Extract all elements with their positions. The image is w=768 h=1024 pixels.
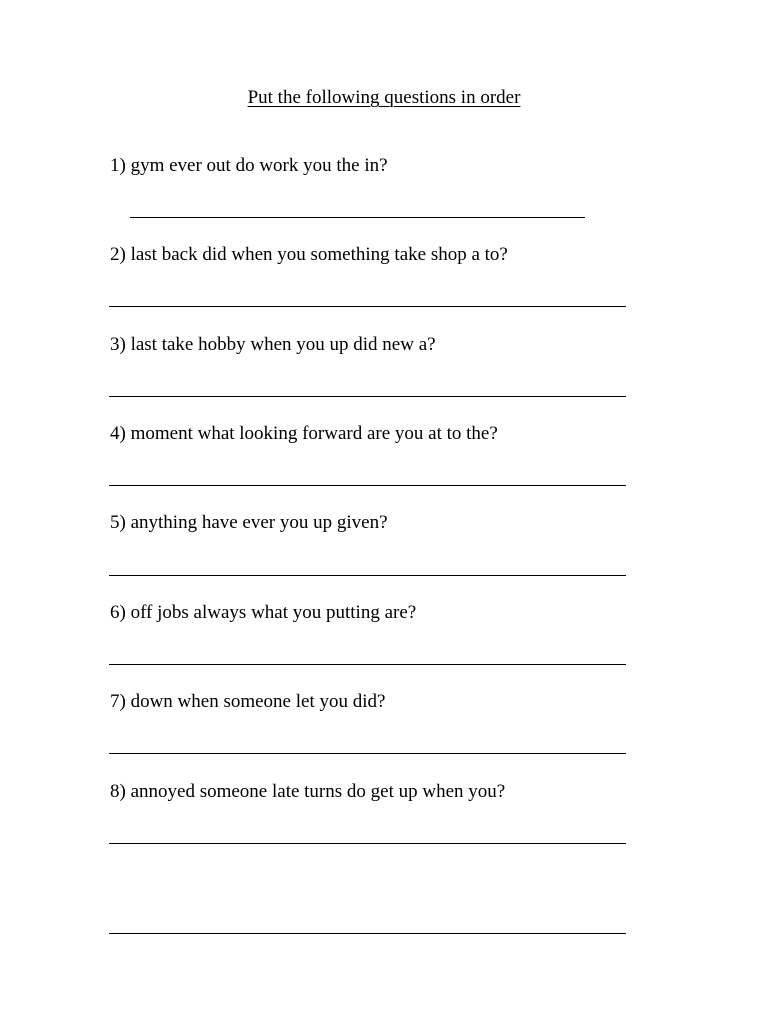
answer-line-2 <box>109 306 626 307</box>
answer-line-7 <box>109 753 626 754</box>
answer-line-extra <box>109 933 626 934</box>
worksheet-title: Put the following questions in order <box>247 87 521 108</box>
answer-line-4 <box>109 485 626 486</box>
question-4: 4) moment what looking forward are you at to the? <box>110 423 498 444</box>
answer-line-8 <box>109 843 626 844</box>
question-6: 6) off jobs always what you putting are? <box>110 602 417 623</box>
answer-line-6 <box>109 664 626 665</box>
question-7: 7) down when someone let you did? <box>110 691 386 712</box>
question-1: 1) gym ever out do work you the in? <box>110 155 388 176</box>
answer-line-5 <box>109 575 626 576</box>
answer-line-3 <box>109 396 626 397</box>
question-2: 2) last back did when you something take shop a to? <box>110 244 508 265</box>
question-8: 8) annoyed someone late turns do get up when you? <box>110 781 506 802</box>
question-5: 5) anything have ever you up given? <box>110 512 388 533</box>
answer-line-1 <box>130 217 585 218</box>
question-3: 3) last take hobby when you up did new a? <box>110 334 436 355</box>
